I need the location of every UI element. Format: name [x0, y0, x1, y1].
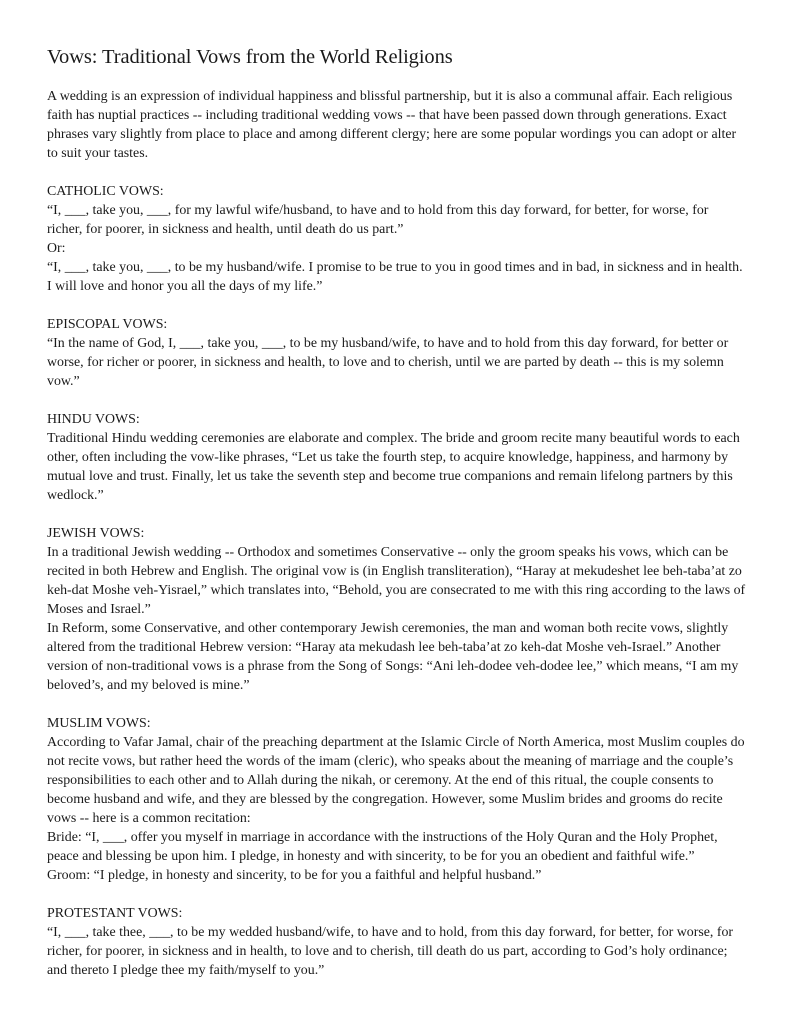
section-paragraph: Or:	[47, 241, 66, 256]
vow-section	[47, 714, 747, 885]
section-paragraph: “I, ___, take you, ___, for my lawful wife/husband, to have and to hold from this day forward, for better, for worse, for richer, for poorer, in sickness and health, until death do us part.”	[47, 203, 709, 237]
section-heading: EPISCOPAL VOWS:	[47, 317, 168, 332]
section-paragraph: Bride: “I, ___, offer you myself in marriage in accordance with the instructions of the Holy Quran and the Holy Prophet, peace and blessing be upon him. I pledge, in honesty and with sincerity, to be for you an obedient and faithful wife.”	[47, 830, 718, 864]
section-paragraph: In a traditional Jewish wedding -- Orthodox and sometimes Conservative -- only the groom speaks his vows, which can be recited in both Hebrew and English. The original vow is (in English transliteration), “Haray at mekudeshet lee beh-taba’at zo keh-dat Moshe veh-Yisrael,” which translates into, “Behold, you are consecrated to me with this ring according to the laws of Moses and Israel.”	[47, 545, 746, 617]
section-paragraph: According to Vafar Jamal, chair of the preaching department at the Islamic Circle of North America, most Muslim couples do not recite vows, but rather heed the words of the imam (cleric), who speaks about the meaning of marriage and the couple’s responsibilities to each other and to Allah during the nikah, or ceremony. At the end of this ritual, the couple consents to become husband and wife, and they are blessed by the congregation. However, some Muslim brides and grooms do recite vows -- here is a common recitation:	[47, 735, 745, 826]
section-heading: PROTESTANT VOWS:	[47, 906, 183, 921]
section-paragraph: “In the name of God, I, ___, take you, ___, to be my husband/wife, to have and to hold from this day forward, for better or worse, for richer or poorer, in sickness and health, to love and to cherish, until we are parted by death -- this is my solemn vow.”	[47, 336, 729, 389]
section-paragraph: In Reform, some Conservative, and other contemporary Jewish ceremonies, the man and woman both recite vows, slightly altered from the traditional Hebrew version: “Haray ata mekudash lee beh-taba’at zo keh-dat Moshe veh-Israel.” Another version of non-traditional vows is a phrase from the Song of Songs: “Ani leh-dodee veh-dodee lee,” which means, “I am my beloved’s, and my beloved is mine.”	[47, 621, 739, 693]
vow-section	[47, 182, 747, 296]
vow-section	[47, 410, 747, 505]
section-heading: MUSLIM VOWS:	[47, 716, 151, 731]
section-paragraph: Traditional Hindu wedding ceremonies are elaborate and complex. The bride and groom recite many beautiful words to each other, often including the vow-like phrases, “Let us take the fourth step, to acquire knowledge, happiness, and harmony by mutual love and trust. Finally, let us take the seventh step and become true companions and remain lifelong partners by this wedlock.”	[47, 431, 740, 503]
section-paragraph: Groom: “I pledge, in honesty and sincerity, to be for you a faithful and helpful husband.”	[47, 868, 542, 883]
section-paragraph: “I, ___, take thee, ___, to be my wedded husband/wife, to have and to hold, from this day forward, for better, for worse, for richer, for poorer, in sickness and in health, to love and to cherish, till death do us part, according to God’s holy ordinance; and thereto I pledge thee my faith/myself to you.”	[47, 925, 734, 978]
vow-section	[47, 315, 747, 391]
section-heading: HINDU VOWS:	[47, 412, 140, 427]
vow-section	[47, 524, 747, 695]
section-heading: JEWISH VOWS:	[47, 526, 145, 541]
intro-paragraph: A wedding is an expression of individual happiness and blissful partnership, but it is also a communal affair. Each religious faith has nuptial practices -- including traditional wedding vows -- that have been passed down through generations. Exact phrases vary slightly from place to place and among different clergy; here are some popular wordings you can adopt or alter to suit your tastes.	[47, 89, 737, 161]
document-page	[47, 44, 747, 980]
vow-section	[47, 904, 747, 980]
section-heading: CATHOLIC VOWS:	[47, 184, 164, 199]
page-title: Vows: Traditional Vows from the World Religions	[47, 46, 453, 68]
vow-sections	[47, 182, 747, 980]
section-paragraph: “I, ___, take you, ___, to be my husband/wife. I promise to be true to you in good times and in bad, in sickness and in health. I will love and honor you all the days of my life.”	[47, 260, 743, 294]
